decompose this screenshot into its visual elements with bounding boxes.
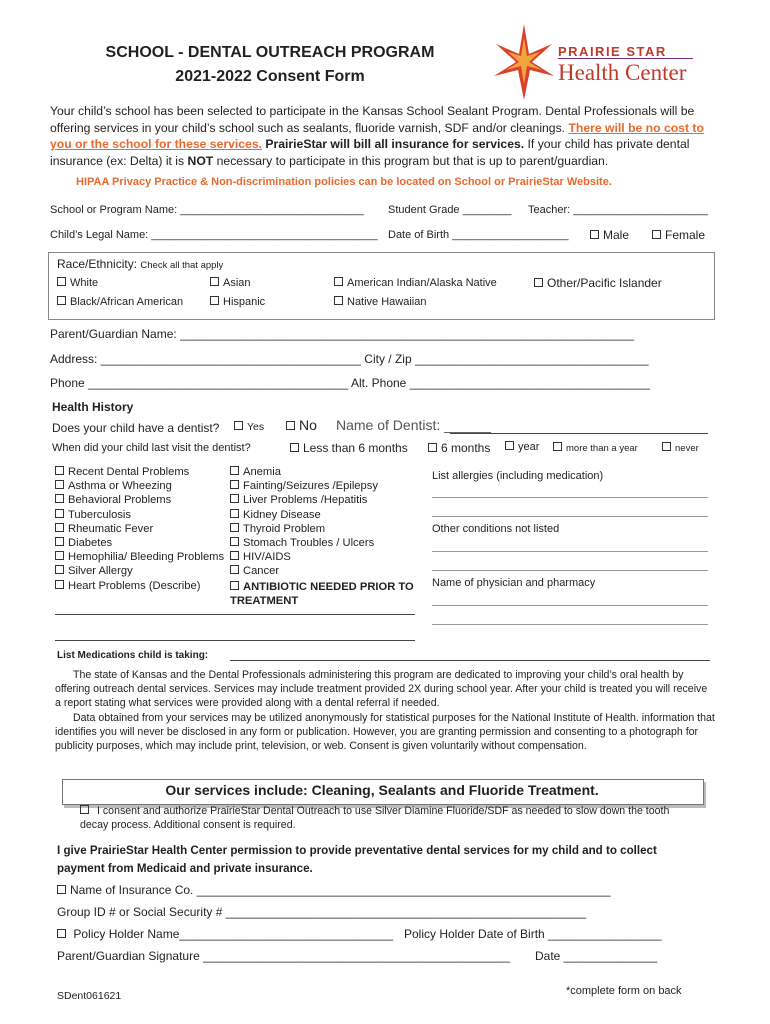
race-white[interactable]: White [57,277,98,289]
race-asian[interactable]: Asian [210,277,251,289]
visit-year[interactable]: year [505,441,539,453]
signature-date-field[interactable]: Date ______________ [535,949,658,963]
hipaa-notice: HIPAA Privacy Practice & Non-discrimination policies can be located on School or PrairieStar Website. [76,176,612,188]
prairiestar-logo [494,24,694,104]
conditions-list-left [55,466,224,594]
condition-item[interactable]: Liver Problems /Hepatitis [230,494,378,508]
school-name-field[interactable]: School or Program Name: ______________________________ [50,204,364,216]
logo-line1: PRAIRIE STAR [558,44,667,59]
legal-name-field[interactable]: Child’s Legal Name: _____________________________________ [50,229,378,241]
visit-more-than-year[interactable]: more than a year [553,442,638,454]
race-black[interactable]: Black/African American [57,296,183,308]
footer-note: *complete form on back [566,985,682,997]
condition-item[interactable]: Kidney Disease [230,509,378,523]
condition-item[interactable]: Behavioral Problems [55,494,224,508]
star-icon [494,24,554,100]
condition-item[interactable]: Asthma or Wheezing [55,480,224,494]
student-grade-field[interactable]: Student Grade ________ [388,204,512,216]
policy-holder-dob-field[interactable]: Policy Holder Date of Birth _________________ [404,927,662,941]
sdf-consent-checkbox[interactable]: I consent and authorize PrairieStar Dental Outreach to use Silver Diamine Fluoride/SDF as needed to slow down the tooth decay process. Additional consent is required. [80,805,670,831]
form-code: SDent061621 [57,990,122,1002]
condition-item[interactable]: Stomach Troubles / Ulcers [230,537,378,551]
logo-line2: Health Center [558,60,687,85]
visit-less-than-6-months[interactable]: Less than 6 months [290,441,408,455]
dentist-name-field[interactable]: Name of Dentist: ______ [336,417,491,433]
race-hispanic[interactable]: Hispanic [210,296,265,308]
dentist-no-checkbox[interactable]: No [286,417,317,433]
visit-6-months[interactable]: 6 months [428,441,490,455]
permission-statement: I give PrairieStar Health Center permission to provide preventative dental services for my child and to collect payment from Medicaid and private insurance. [57,844,657,875]
conditions-list-right [230,466,378,580]
dob-field[interactable]: Date of Birth ___________________ [388,229,569,241]
insurance-company-field[interactable]: Name of Insurance Co. ______________________________________________________________ [57,883,611,897]
race-hawaiian[interactable]: Native Hawaiian [334,296,426,308]
race-other[interactable]: Other/Pacific Islander [534,276,662,290]
visit-never[interactable]: never [662,442,699,454]
condition-item[interactable]: Hemophilia/ Bleeding Problems [55,551,224,565]
allergies-label: List allergies (including medication) [432,470,604,482]
last-visit-question: When did your child last visit the dentist? [52,442,251,454]
condition-item[interactable]: Silver Allergy [55,565,224,579]
condition-item[interactable]: Recent Dental Problems [55,466,224,480]
other-conditions-label: Other conditions not listed [432,523,560,535]
condition-item[interactable]: Anemia [230,466,378,480]
condition-item[interactable]: Cancer [230,565,378,579]
condition-item[interactable]: Heart Problems (Describe) [55,580,224,594]
race-aian[interactable]: American Indian/Alaska Native [334,277,497,289]
condition-item[interactable]: Fainting/Seizures /Epilepsy [230,480,378,494]
policy-holder-field[interactable]: Policy Holder Name________________________________ [57,927,393,941]
antibiotic-checkbox[interactable]: ANTIBIOTIC NEEDED PRIOR TO TREATMENT [230,581,414,607]
phone-field[interactable]: Phone _______________________________________ Alt. Phone ____________________________________ [50,376,650,390]
health-history-heading: Health History [52,400,134,414]
condition-item[interactable]: Tuberculosis [55,509,224,523]
services-title: Our services include: Cleaning, Sealants and Fluoride Treatment. [165,782,599,798]
signature-field[interactable]: Parent/Guardian Signature ______________________________________________ [57,949,511,963]
dentist-question: Does your child have a dentist? [52,421,220,435]
condition-item[interactable]: Diabetes [55,537,224,551]
group-id-field[interactable]: Group ID # or Social Security # ______________________________________________________ [57,905,587,919]
teacher-field[interactable]: Teacher: ______________________ [528,204,708,216]
female-checkbox[interactable]: Female [652,228,705,242]
intro-paragraph: Your child’s school has been selected to participate in the Kansas School Sealant Program. Dental Professionals will be offering services in your child’s school such as sealants, fluoride varnish, SDF and/or cleanings. There will be no cost to you or the school for these services. PrairieStar will bill all insurance for services. If your child has private dental insurance (ex: Delta) it is NOT necessary to participate in this program but that is up to parent/guardian. [50,104,704,168]
condition-item[interactable]: HIV/AIDS [230,551,378,565]
guardian-name-field[interactable]: Parent/Guardian Name: ____________________________________________________________________ [50,327,634,341]
form-title: SCHOOL - DENTAL OUTREACH PROGRAM [105,44,435,61]
checkbox-icon [652,230,661,239]
consent-statement: The state of Kansas and the Dental Professionals administering this program are dedicated to improving your child’s oral health by offering outreach dental services. Services may include treatment provided 2X during school year. After your child is treated you will receive a report stating what services were provided along with a dental referral if needed. Data obtained from your services may be utilized anonymously for statistical purposes for the National Institute of Health. information that identifies you will never be disclosed in any form or publication. However, you are granting permission and consenting to a photograph for publicity purposes, which may include print, television, or web. Consent is given voluntarily without compensation. [55,669,715,753]
checkbox-icon [590,230,599,239]
address-field[interactable]: Address: _______________________________________ City / Zip ___________________________________ [50,352,649,366]
physician-label: Name of physician and pharmacy [432,577,596,589]
condition-item[interactable]: Thyroid Problem [230,523,378,537]
condition-item[interactable]: Rheumatic Fever [55,523,224,537]
form-subtitle: 2021-2022 Consent Form [175,68,365,85]
no-cost-text: There will be no cost to you or the school for these services. [50,120,704,151]
dentist-yes-checkbox[interactable]: Yes [234,421,264,433]
male-checkbox[interactable]: Male [590,228,629,242]
race-label: Race/Ethnicity: Check all that apply [57,257,224,271]
medications-label: List Medications child is taking: [57,650,209,661]
